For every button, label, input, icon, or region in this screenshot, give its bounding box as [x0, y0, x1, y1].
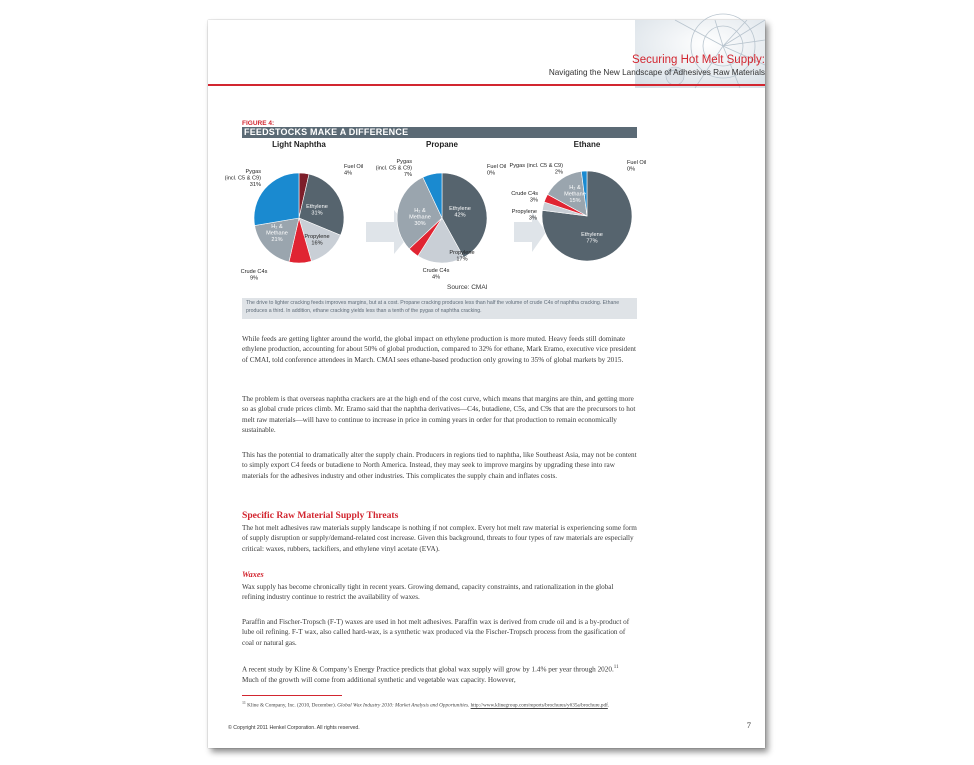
pie-label-ethylene: Ethylene 31%	[306, 204, 328, 217]
figure-label: FIGURE 4:	[242, 120, 275, 127]
footnote-text-b: .	[467, 702, 471, 709]
pie-label-fuel-oil: Fuel Oil 0%	[487, 164, 507, 177]
waxes-paragraph-2: Paraffin and Fischer-Tropsch (F-T) waxes are used in hot melt adhesives. Paraffin wax is derived from crude oil and is a by-product of lube oil refining. F-T wax, also called hard-wax, is a synthetic wax produced via the Fischer-Tropsch process from the gasification of coal or natural gas.	[242, 618, 630, 647]
pie-title: Ethane	[573, 140, 601, 149]
footnote-text-a: Kline & Company, Inc. (2010, December).	[245, 702, 338, 709]
pie-label-pygas-incl-c5-c9: Pygas (incl. C5 & C9) 31%	[224, 169, 261, 188]
footnote-number: 11	[242, 700, 246, 705]
pie-label-crude-c4s: Crude C4s 3%	[511, 191, 538, 204]
figure-title: FEEDSTOCKS MAKE A DIFFERENCE	[244, 127, 409, 137]
waxes-p3-text-b: Much of the growth will come from additional synthetic and vegetable wax capacity. However,	[242, 675, 516, 684]
figure-title-bar	[242, 127, 637, 138]
paragraph-3: This has the potential to dramatically alter the supply chain. Producers in regions tied to naphtha, like Southeast Asia, may not be content to simply export C4 feeds or butadiene to North America. Instead, they may seek to improve margins by upgrading these into raw materials for the adhesives industry and other industries. This complicates the supply chain and inflates costs.	[242, 451, 637, 480]
section-paragraph: The hot melt adhesives raw materials supply landscape is nothing if not complex. Every hot melt raw material is experiencing some form of supply disruption or supply/demand-related cost increase. Given this background, threats to four types of raw materials are especially critical: waxes, rubbers, tackifiers, and ethylene vinyl acetate (EVA).	[242, 524, 637, 553]
pie-title: Light Naphtha	[272, 140, 326, 149]
copyright: © Copyright 2011 Henkel Corporation. All rights reserved.	[228, 725, 360, 731]
header-subtitle: Navigating the New Landscape of Adhesives Raw Materials	[548, 68, 765, 77]
section-heading: Specific Raw Material Supply Threats	[242, 510, 399, 521]
pie-label-h-methane: H₂ & Methane 30%	[409, 208, 431, 227]
waxes-p3-text-a: A recent study by Kline & Company’s Energy Practice predicts that global wax supply will grow by 1.4% per year through 2020.	[242, 665, 614, 674]
document-page	[208, 20, 765, 748]
waxes-paragraph-3	[242, 663, 637, 685]
pie-label-crude-c4s: Crude C4s 4%	[422, 268, 450, 281]
footnote-ref[interactable]: 11	[613, 665, 619, 670]
pie-label-h-methane: H₂ & Methane 21%	[266, 224, 288, 243]
figure-source: Source: CMAI	[447, 284, 488, 291]
feedstock-pie-charts	[224, 138, 647, 298]
pie-label-propylene: Propylene 3%	[511, 209, 537, 222]
figure-caption	[242, 298, 637, 319]
pie-label-fuel-oil: Fuel Oil 0%	[627, 160, 647, 173]
pie-label-ethylene: Ethylene 77%	[581, 232, 603, 245]
footnote-title: Global Wax Industry 2010: Market Analysis and Opportunities	[337, 702, 468, 709]
paragraph-1: While feeds are getting lighter around the world, the global impact on ethylene production is more muted. Heavy feeds still dominate ethylene production, accounting for about 50% of global production, compared to 32% for ethane, Mark Eramo, executive vice president of CMAI, told conference attendees in March. CMAI sees ethane-based production only growing to 35% of global markets by 2015.	[242, 335, 636, 364]
footnote-end: .	[607, 702, 610, 709]
pie-label-fuel-oil: Fuel Oil 4%	[344, 164, 364, 177]
pie-label-ethylene: Ethylene 42%	[449, 206, 471, 219]
pie-label-pygas-incl-c5-c9: Pygas (incl. C5 & C9) 2%	[509, 163, 563, 176]
waxes-paragraph-1: Wax supply has become chronically tight in recent years. Growing demand, capacity constraints, and rationalization in the global refining industry continue to restrict the availability of waxes.	[242, 583, 614, 602]
pie-label-propylene: Propylene 16%	[304, 234, 330, 247]
pie-title: Propane	[425, 140, 459, 149]
footnote-divider	[242, 695, 342, 696]
pie-label-propylene: Propylene 17%	[449, 250, 475, 263]
pie-label-h-methane: H₂ & Methane 15%	[564, 185, 586, 204]
header-divider	[208, 84, 765, 86]
footnote	[242, 699, 637, 710]
figure-caption-text: The drive to lighter cracking feeds improves margins, but at a cost. Propane cracking produces less than half the volume of crude C4s of naphtha cracking. Ethane produces a third. In addition, ethane cracking yields less than a tenth of the pygas of naphtha cracking.	[246, 300, 620, 314]
pie-label-crude-c4s: Crude C4s 9%	[240, 269, 268, 282]
page-number: 7	[746, 720, 751, 730]
pie-label-pygas-incl-c5-c9: Pygas (incl. C5 & C9) 7%	[375, 159, 412, 178]
paragraph-2: The problem is that overseas naphtha crackers are at the high end of the cost curve, which means that margins are thin, and getting more so as global crude prices climb. Mr. Eramo said that the naphtha derivatives—C4s, butadiene, C5s, and C9s that are the precursors to hot melt raw materials—will have to continue to increase in price in coming years in order for that production to remain economically sustainable.	[242, 395, 636, 435]
header-title: Securing Hot Melt Supply:	[632, 54, 765, 66]
footnote-link[interactable]: http://www.klinegroup.com/reports/brochures/y635a/brochure.pdf	[470, 702, 608, 709]
subsection-heading-waxes: Waxes	[242, 570, 264, 579]
